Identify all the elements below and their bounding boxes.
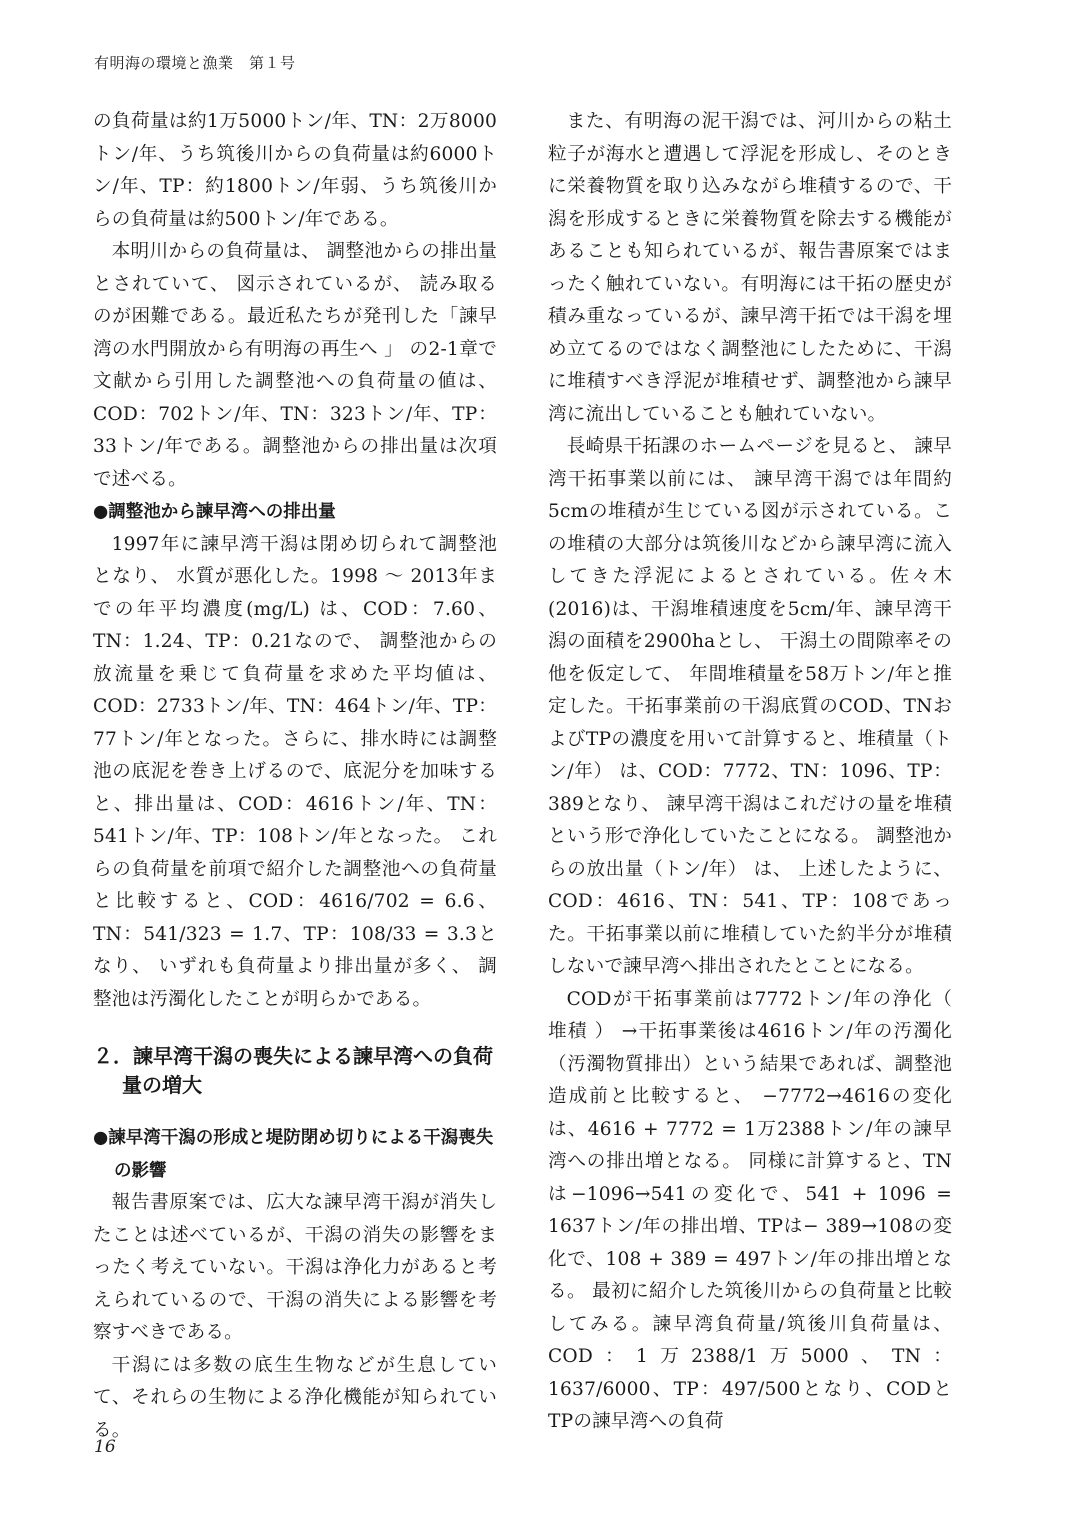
paragraph: また、有明海の泥干潟では、河川からの粘土粒子が海水と遭遇して浮泥を形成し、そのときに栄養物質を取り込みながら堆積するので、干潟を形成するときに栄養物質を除去する機能があることも知られているが、報告書原案ではまったく触れていない。有明海には干拓の歴史が積み重なっているが、諫早湾干拓では干潟を埋め立てるのではなく調整池にしたために、干潟に堆積すべき浮泥が堆積せず、調整池から諫早湾に流出していることも触れていない。: [548, 111, 952, 425]
paragraph: 長崎県干拓課のホームページを見ると、 諫早湾干拓事業以前には、 諫早湾干潟では年間約5cmの堆積が生じている図が示されている。この堆積の大部分は筑後川などから諫早湾に流入してきた浮泥によるとされている。佐々木(2016)は、干潟堆積速度を5cm/年、諫早湾干潟の面積を2900haとし、 干潟土の間隙率その他を仮定して、 年間堆積量を58万トン/年と推定した。干拓事業前の干潟底質のCOD、TNおよびTPの濃度を用いて計算すると、堆積量（トン/年） は、COD：7772、TN：1096、TP：389となり、 諫早湾干潟はこれだけの量を堆積という形で浄化していたことになる。 調整池からの放出量（トン/年） は、 上述したように、COD：4616、TN：541、TP：108であった。干拓事業以前に堆積していた約半分が堆積しないで諫早湾へ排出されたとことになる。: [548, 436, 952, 977]
subsection-heading: ●調整池から諫早湾への排出量: [93, 502, 336, 522]
running-title: 有明海の環境と漁業 第１号: [94, 54, 296, 72]
paragraph: の負荷量は約1万5000トン/年、TN：2万8000トン/年、うち筑後川からの負荷量は約6000トン/年、TP：約1800トン/年弱、うち筑後川からの負荷量は約500トン/年である。: [93, 111, 497, 230]
section-heading: ２．諫早湾干潟の喪失による諫早湾への負荷量の増大: [93, 1044, 493, 1097]
paragraph: 本明川からの負荷量は、 調整池からの排出量とされていて、 図示されているが、 読み取るのが困難である。最近私たちが発刊した「諫早湾の水門開放から有明海の再生へ 」 の2-1章で文献から引用した調整池への負荷量の値は、COD：702トン/年、TN：323トン/年、TP：33トン/年である。調整池からの排出量は次項で述べる。: [93, 241, 497, 490]
paragraph: 干潟には多数の底生生物などが生息していて、それらの生物による浄化機能が知られている。: [93, 1354, 497, 1441]
right-column: [548, 106, 952, 1439]
subsection-heading: ●諫早湾干潟の形成と堤防閉め切りによる干潟喪失の影響: [93, 1128, 494, 1181]
page-number: 16: [94, 1437, 116, 1457]
left-column: [93, 106, 497, 1447]
paragraph: 報告書原案では、広大な諫早湾干潟が消失したことは述べているが、干潟の消失の影響をまったく考えていない。干潟は浄化力があると考えられているので、干潟の消失による影響を考察すべきである。: [93, 1192, 497, 1343]
paragraph: CODが干拓事業前は7772トン/年の浄化（ 堆積 ） →干拓事業後は4616トン/年の汚濁化（汚濁物質排出）という結果であれば、調整池造成前と比較すると、 −7772→4616の変化は、4616 + 7772 = 1万2388トン/年の諫早湾への排出増となる。 同様に計算すると、TNは−1096→541の変化で、541 + 1096 = 1637トン/年の排出増、TPは− 389→108の変化で、108 + 389 = 497トン/年の排出増となる。 最初に紹介した筑後川からの負荷量と比較してみる。諫早湾負荷量/筑後川負荷量は、COD：1万2388/1万5000、TN：1637/6000、TP：497/500となり、CODとTPの諫早湾への負荷: [548, 988, 952, 1432]
paragraph: 1997年に諫早湾干潟は閉め切られて調整池となり、 水質が悪化した。1998 ～ 2013年までの年平均濃度(mg/L) は、COD：7.60、TN：1.24、TP：0.21なので、 調整池からの放流量を乗じて負荷量を求めた平均値は、COD：2733トン/年、TN：464トン/年、TP：77トン/年となった。さらに、排水時には調整池の底泥を巻き上げるので、底泥分を加味すると、排出量は、COD：4616トン/年、TN：541トン/年、TP：108トン/年となった。 これらの負荷量を前項で紹介した調整池への負荷量と比較すると、COD：4616/702 = 6.6、TN：541/323 = 1.7、TP：108/33 = 3.3となり、 いずれも負荷量より排出量が多く、 調整池は汚濁化したことが明らかである。: [93, 533, 497, 1010]
